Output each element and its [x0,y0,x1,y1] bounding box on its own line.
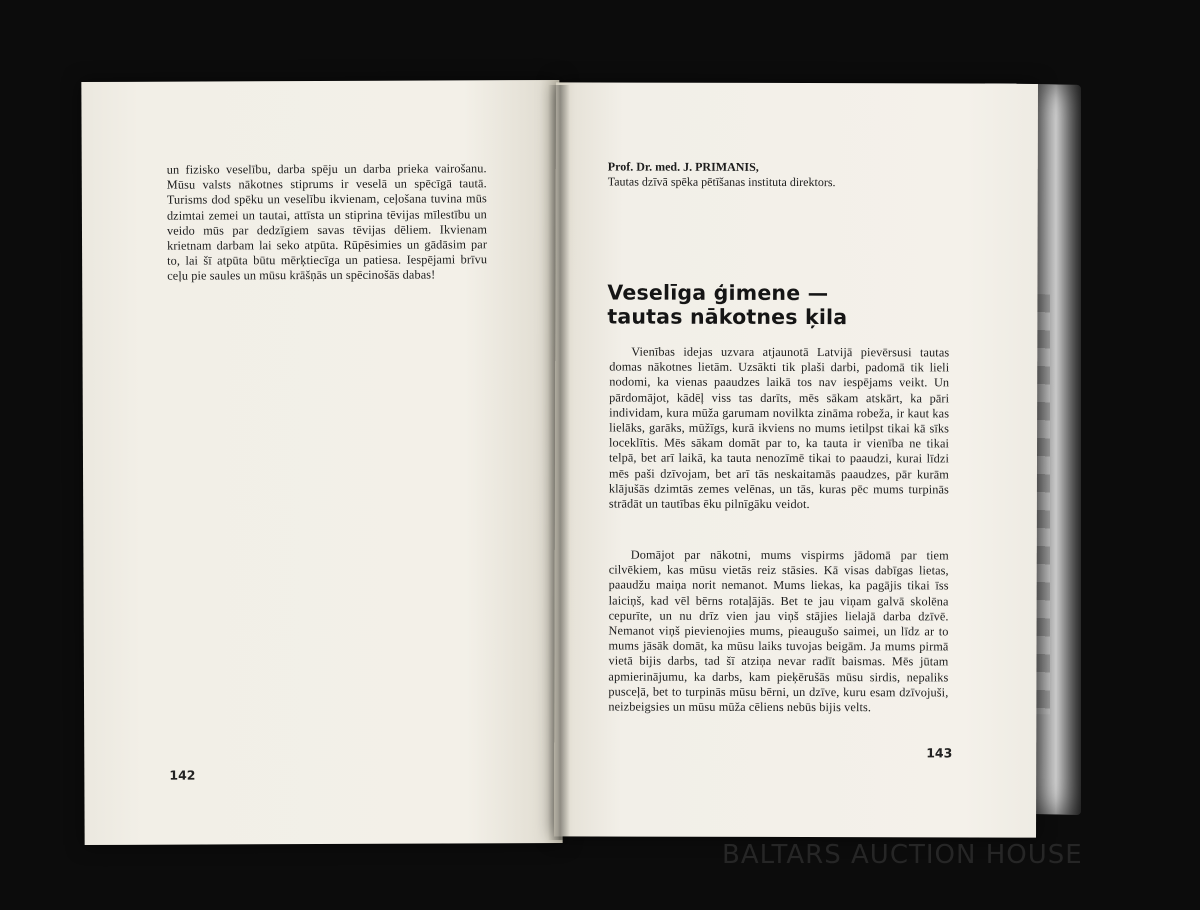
auction-watermark: BALTARS AUCTION HOUSE [722,840,1083,870]
left-page-number: 142 [169,767,196,783]
article-paragraph-2: Domājot par nākotni, mums vispirms jādomā par tiem cilvēkiem, kas mūsu vietās reiz stāsies. Kā visas dabīgas lietas, paaudžu maiņa norit nemanot. Mums liekas, ka pagājis tikai īss laiciņš, kad vēl bērns rotaļājās. Bet te jau viņam galvā skolēna cepurīte, un nu drīz vien jau viņš stājies lielajā darba dzīvē. Nemanot viņš pievienojies mums, pieaugušo saimei, un līdz ar to mums jāsāk domāt, ka mūsu laiks tuvojas beigām. Ja mums pirmā vietā bijis darbs, tad šī atziņa nevar radīt baismas. Mēs jūtam apmierinājumu, ka darbs, kam pieķērušās mūsu sirdis, nepaliks pusceļā, bet to turpinās mūsu bērni, un dzīve, kuru esam dzīvojuši, neizbeigsies un mūsu mūža cēliens nebūs bijis velts. [608,547,949,715]
author-title: Tautas dzīvā spēka pētīšanas instituta direktors. [607,174,836,190]
author-name: Prof. Dr. med. J. PRIMANIS, [607,159,759,174]
right-page-number: 143 [926,745,953,761]
right-page [554,82,1038,837]
article-heading-line-1: Veselīga ģimene — [607,280,829,306]
article-heading [607,281,937,330]
article-heading-line-2: tautas nākotnes ķila [607,304,848,330]
left-page [81,80,562,845]
left-page-body: un fizisko veselību, darba spēju un darba prieka vairošanu. Mūsu valsts nākotnes stiprums ir veselā un spēcīgā tautā. Turisms dod spēku un veselību ikvienam, ceļošana tuvina mūs dzimtai zemei un tautai, attīsta un stiprina tēvijas mīlestību un veido mūs par dedzīgiem savas tēvijas dēliem. Ikvienam krietnam darbam lai seko atpūta. Rūpēsimies un gādāsim par to, lai šī atpūta būtu mērķtiecīga un patiesa. Iespējami brīvu ceļu pie saules un mūsu krāšņās un spēcinošās dabas! [166,161,488,284]
author-block [608,160,988,191]
article-paragraph-1: Vienības idejas uzvara atjaunotā Latvijā pievērsusi tautas domas nākotnes lietām. Uzsākti tik plaši darbi, padomā tik lieli nodomi, ka vienas paaudzes laikā tos nav iespējams veikt. Un pārdomājot, kādēļ viss tas darīts, mēs sākam atskārt, ka pāri individam, kura mūža garumam novilkta zināma robeža, ir kaut kas lielāks, garāks, mūžīgs, kurā ikviens no mums ietilpst tikai kā sīks loceklītis. Mēs sākam domāt par to, ka tauta ir vienība ne tikai telpā, bet arī laikā, ka tauta nenozīmē tikai to paaudzi, kurai līdzi mēs paši dzīvojam, bet arī tās neskaitamās paaudzes, pār kurām klājušās dzimtās zemes velēnas, un tās, kuras pēc mums turpinās strādāt un tautības ēku pilnīgāku veidot. [608,344,950,512]
